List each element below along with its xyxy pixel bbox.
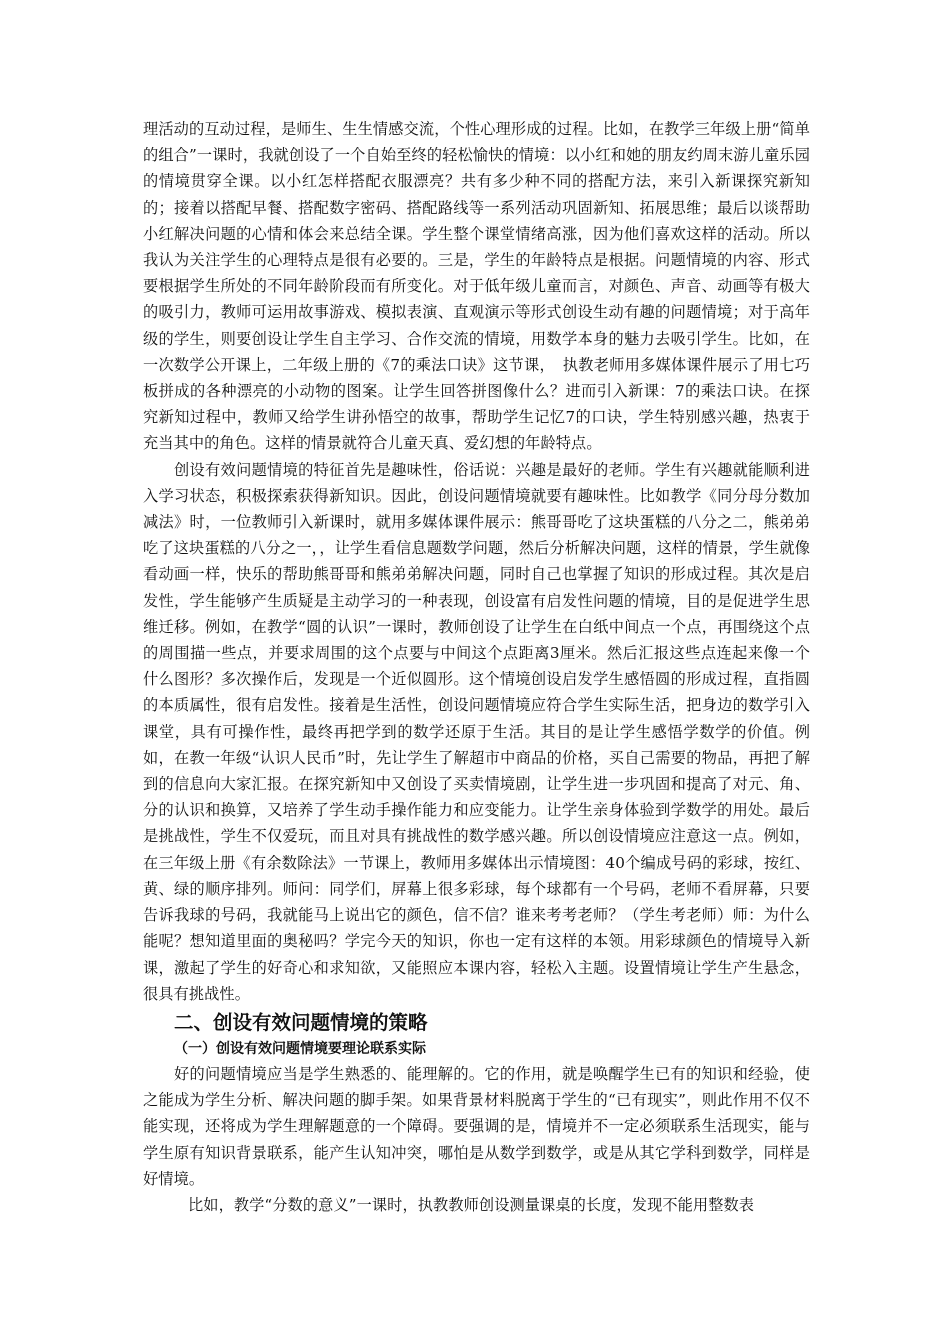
body-paragraph: 创设有效问题情境的特征首先是趣味性，俗话说：兴趣是最好的老师。学生有兴趣就能顺利进入学习状态，积极探索获得新知识。因此，创设问题情境就要有趣味性。比如教学《同分母分数加减法》时，一位教师引入新课时，就用多媒体课件展示：熊哥哥吃了这块蛋糕的八分之二，熊弟弟吃了这块蛋糕的八分之一，，让学生看信息题数学问题，然后分析解决问题，这样的情景，学生就像看动画一样，快乐的帮助熊哥哥和熊弟弟解决问题，同时自己也掌握了知识的形成过程。其次是启发性，学生能够产生质疑是主动学习的一种表现，创设富有启发性问题的情境，目的是促进学生思维迁移。例如，在教学“圆的认识”一课时，教师创设了让学生在白纸中间点一个点，再围绕这个点的周围描一些点，并要求周围的这个点要与中间这个点距离3厘米。然后汇报这些点连起来像一个什么图形？多次操作后，发现是一个近似圆形。这个情境创设启发学生感悟圆的形成过程，直指圆的本质属性，很有启发性。接着是生活性，创设问题情境应符合学生实际生活，把身边的数学引入课堂，具有可操作性，最终再把学到的数学还原于生活。其目的是让学生感悟学数学的价值。例如，在教一年级“认识人民币”时，先让学生了解超市中商品的价格，买自己需要的物品，再把了解到的信息向大家汇报。在探究新知中又创设了买卖情境剧，让学生进一步巩固和提高了对元、角、分的认识和换算，又培养了学生动手操作能力和应变能力。让学生亲身体验到学数学的用处。最后是挑战性，学生不仅爱玩，而且对具有挑战性的数学感兴趣。所以创设情境应注意这一点。例如，在三年级上册《有余数除法》一节课上，教师用多媒体出示情境图：40个编成号码的彩球，按红、黄、绿的顺序排列。师问：同学们，屏幕上很多彩球，每个球都有一个号码，老师不看屏幕，只要告诉我球的号码，我就能马上说出它的颜色，信不信？谁来考考老师？（学生考老师）师：为什么能呢？想知道里面的奥秘吗？学完今天的知识，你也一定有这样的本领。用彩球颜色的情境导入新课，激起了学生的好奇心和求知欲，又能照应本课内容，轻松入主题。设置情境让学生产生悬念，很具有挑战性。 bbox=[143, 460, 810, 1003]
subsection-heading: （一）创设有效问题情境要理论联系实际 bbox=[174, 1040, 426, 1057]
section-heading: 二、创设有效问题情境的策略 bbox=[174, 1010, 428, 1034]
body-paragraph: 好的问题情境应当是学生熟悉的、能理解的。它的作用，就是唤醒学生已有的知识和经验，使之能成为学生分析、解决问题的脚手架。如果背景材料脱离于学生的“已有现实”，则此作用不仅不能实现，还将成为学生理解题意的一个障碍。要强调的是，情境并不一定必须联系生活现实，能与学生原有知识背景联系，能产生认知冲突，哪怕是从数学到数学，或是从其它学科到数学，同样是好情境。 bbox=[143, 1064, 810, 1188]
body-paragraph: 比如，教学“分数的意义”一课时，执教教师创设测量课桌的长度，发现不能用整数表 bbox=[188, 1195, 755, 1214]
body-paragraph: 理活动的互动过程，是师生、生生情感交流，个性心理形成的过程。比如，在教学三年级上册“简单的组合”一课时，我就创设了一个自始至终的轻松愉快的情境：以小红和她的朋友约周末游儿童乐园的情境贯穿全课。以小红怎样搭配衣服漂亮？共有多少种不同的搭配方法，来引入新课探究新知的；接着以搭配早餐、搭配数字密码、搭配路线等一系列活动巩固新知、拓展思维；最后以谈帮助小红解决问题的心情和体会来总结全课。学生整个课堂情绪高涨，因为他们喜欢这样的活动。所以我认为关注学生的心理特点是很有必要的。三是，学生的年龄特点是根据。问题情境的内容、形式要根据学生所处的不同年龄阶段而有所变化。对于低年级儿童而言，对颜色、声音、动画等有极大的吸引力，教师可运用故事游戏、模拟表演、直观演示等形式创设生动有趣的问题情境；对于高年级的学生，则要创设让学生自主学习、合作交流的情境，用数学本身的魅力去吸引学生。比如，在一次数学公开课上，二年级上册的《7的乘法口诀》这节课， 执教老师用多媒体课件展示了用七巧板拼成的各种漂亮的小动物的图案。让学生回答拼图像什么？进而引入新课：7的乘法口诀。在探究新知过程中，教师又给学生讲孙悟空的故事，帮助学生记忆7的口诀，学生特别感兴趣，热衷于充当其中的角色。这样的情景就符合儿童天真、爱幻想的年龄特点。 bbox=[143, 120, 810, 453]
document-page bbox=[143, 116, 810, 1218]
